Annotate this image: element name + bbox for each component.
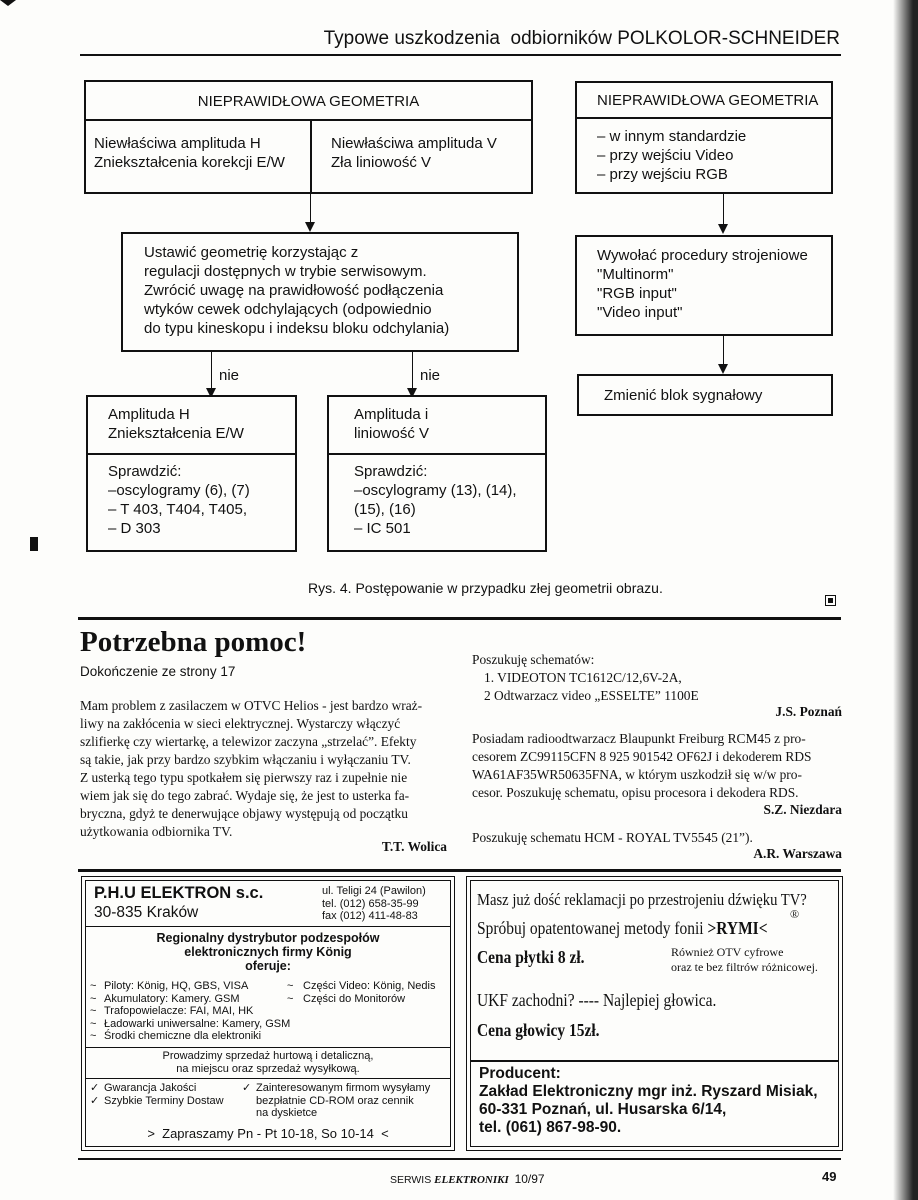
connector-line-left (211, 352, 212, 392)
scan-mark (0, 0, 16, 6)
rymi-note (671, 945, 818, 975)
offer-item: ~ Części Video: König, Nedis (287, 980, 436, 992)
right-column-p2 (472, 730, 842, 802)
check-line: –oscylogramy (6), (7) (108, 482, 250, 499)
ads-rule (78, 869, 841, 872)
arrow-down-icon (718, 224, 728, 234)
sales-line: na miejscu oraz sprzedaż wysyłkową. (176, 1062, 360, 1075)
producer-label: Producent: (479, 1065, 561, 1082)
rymi-line2 (477, 918, 768, 939)
text-line: cesorem ZC99115CFN 8 925 901542 OF62J i dekoderem RDS (472, 749, 812, 764)
standard-divider (577, 117, 831, 119)
right-column-p1 (472, 651, 842, 705)
standard-title: NIEPRAWIDŁOWA GEOMETRIA (597, 92, 819, 109)
interested-item: ✓ Zainteresowanym firmom wysyłamy (242, 1082, 431, 1094)
header-title: Typowe uszkodzenia odbiorników POLKOLOR-SCHNEIDER (323, 28, 840, 49)
nie-label-left: nie (219, 367, 240, 384)
signature: A.R. Warszawa (753, 846, 842, 861)
ad-sales (82, 1050, 454, 1075)
nie-label-right: nie (420, 367, 441, 384)
headline-line: oferuje: (245, 959, 291, 973)
offers-left (90, 980, 290, 1043)
address-line: ul. Teligi 24 (Pawilon) (322, 885, 426, 897)
cell-h (94, 134, 285, 172)
producer-line: tel. (061) 867-98-90. (479, 1119, 622, 1136)
standard-item: – przy wejściu RGB (597, 166, 728, 183)
text-line: liwy na zakłócenia w sieci elektrycznej. Wystarczy włączyć (80, 716, 401, 731)
text-line: są takie, jak przy bardzo szybkim włączaniu i wyłączaniu TV. (80, 752, 411, 767)
adjust-line: wtyków cewek odchylających (odpowiednio (144, 301, 432, 318)
article-subtitle: Dokończenie ze strony 17 (80, 664, 236, 679)
interested-item: bezpłatnie CD-ROM oraz cennik (256, 1094, 414, 1107)
amplitude-h-box (86, 395, 297, 552)
offer-item: ~ Akumulatory: Kamery. GSM (90, 992, 240, 1005)
check-line: (15), (16) (354, 501, 416, 518)
guarantee-item: ✓ Gwarancja Jakości (90, 1082, 197, 1094)
article-title: Potrzebna pomoc! (80, 626, 307, 658)
rymi-line1: Masz już dość reklamacji po przestrojeniu dźwięku TV? (477, 890, 807, 909)
interested-item: na dyskietce (256, 1107, 318, 1119)
offer-item: ~ Trafopowielacze: FAI, MAI, HK (90, 1005, 254, 1017)
magazine-brand: ELEKTRONIKI (434, 1174, 509, 1186)
elektron-ad (81, 876, 455, 1151)
check-line: – T 403, T404, T405, (108, 501, 247, 518)
geometry-box (84, 80, 533, 194)
procedures-box (575, 235, 833, 336)
procedure-line: "Video input" (597, 304, 683, 321)
text-line: Posiadam radioodtwarzacz Blaupunkt Freiburg RCM45 z pro- (472, 731, 806, 746)
amplitude-v-box (327, 395, 547, 552)
adjust-line: Zwrócić uwagę na prawidłowość podłączenia (144, 282, 444, 299)
text-line: bryczna, gdyż te denerwujące objawy występują od początku (80, 806, 408, 821)
offer-item: ~ Piloty: König, HQ, GBS, VISA (90, 980, 249, 992)
offer-item: ~ Ładowarki uniwersalne: Kamery, GSM (90, 1017, 291, 1030)
ad-headline (82, 931, 454, 973)
amplitude-v-top (354, 405, 429, 443)
standard-box (575, 81, 833, 194)
running-header (0, 0, 918, 70)
ad-city: 30-835 Kraków (94, 904, 199, 921)
sales-line: Prowadzimy sprzedaż hurtową i detaliczną, (162, 1050, 374, 1062)
procedure-line: "RGB input" (597, 285, 677, 302)
tilde-icon: ~ (287, 980, 294, 992)
text-line: WA61AF35WR50635FNA, w którym uszkodził się w/w pro- (472, 767, 802, 782)
signature: T.T. Wolica (381, 839, 447, 854)
amplitude-v-divider (329, 453, 545, 455)
text-line: Z usterką tego typu spotkałem się pierwszy raz i zupełnie nie (80, 770, 408, 785)
chevron-left-icon: < (381, 1126, 389, 1141)
address-line: fax (012) 411-48-83 (322, 910, 418, 922)
adjust-line: do typu kineskopu i indeksu bloku odchylania) (144, 320, 450, 337)
geometry-title: NIEPRAWIDŁOWA GEOMETRIA (197, 93, 420, 110)
article (0, 620, 918, 870)
standard-list (597, 127, 746, 184)
rymi-ukf: UKF zachodni? ---- Najlepiej głowica. (477, 990, 717, 1010)
tilde-icon: ~ (287, 992, 294, 1005)
figure-caption: Rys. 4. Postępowanie w przypadku złej geometrii obrazu. (308, 580, 663, 596)
headline-line: Regionalny dystrybutor podzespołów (156, 931, 380, 945)
text-line: użytkowania odbiornika TV. (80, 824, 233, 839)
check-icon: ✓ (90, 1082, 100, 1094)
amplitude-v-check (354, 462, 517, 538)
right-column-p3: Poszukuję schematu HCM - ROYAL TV5545 (21”). (472, 830, 753, 845)
connector-line-right (412, 352, 413, 392)
text-line: 1. VIDEOTON TC1612C/12,6V-2A, (484, 670, 682, 685)
end-mark-icon (825, 595, 836, 606)
cell-v-line: Niewłaściwa amplituda V (331, 135, 497, 152)
left-column-text (80, 697, 447, 841)
ad-address (322, 885, 426, 923)
tilde-icon: ~ (90, 1017, 97, 1030)
geometry-divider (86, 119, 531, 121)
tilde-icon: ~ (90, 992, 97, 1005)
signature: S.Z. Niezdara (763, 802, 842, 817)
ad-hours (82, 1126, 454, 1141)
text-line: Mam problem z zasilaczem w OTVC Helios - jest bardzo wraż- (80, 698, 423, 713)
rymi-price-board: Cena płytki 8 zł. (477, 947, 585, 967)
rymi-price-head: Cena głowicy 15zł. (477, 1020, 600, 1040)
geometry-mid-divider (310, 119, 312, 192)
footer-rule (78, 1158, 841, 1160)
check-line: – IC 501 (354, 520, 411, 537)
connector-line (310, 184, 311, 224)
adjust-line: Ustawić geometrię korzystając z (144, 244, 359, 261)
offers-right (287, 980, 435, 1005)
adjust-line: regulacji dostępnych w trybie serwisowym. (144, 263, 427, 280)
amplitude-v-line: liniowość V (354, 425, 430, 442)
amplitude-v-line: Amplituda i (354, 406, 429, 423)
amplitude-h-line: Zniekształcenia E/W (108, 425, 244, 442)
arrow-down-icon (718, 364, 728, 374)
check-line: Sprawdzić: (108, 463, 182, 480)
issue-number: 10/97 (514, 1172, 545, 1186)
text-line: 2 Odtwarzacz video „ESSELTE” 1100E (484, 688, 699, 703)
tilde-icon: ~ (90, 1030, 97, 1042)
header-rule (80, 54, 841, 56)
amplitude-h-divider (88, 453, 295, 455)
standard-item: – przy wejściu Video (597, 147, 734, 164)
producer-line: 60-331 Poznań, ul. Husarska 6/14, (479, 1101, 727, 1118)
tilde-icon: ~ (90, 980, 97, 992)
chevron-right-icon: > (147, 1126, 155, 1141)
rymi-brand: >RYMI< (707, 918, 768, 938)
check-icon: ✓ (242, 1082, 252, 1094)
connector-line-std (723, 194, 724, 226)
text-line: szlifierkę czy wiertarkę, a telewizor zaczyna „strzelać”. Efekty (80, 734, 417, 749)
guarantee-item: ✓ Szybkie Terminy Dostaw (90, 1094, 224, 1107)
standard-item: – w innym standardzie (597, 128, 747, 145)
producer-line: Zakład Elektroniczny mgr inż. Ryszard Misiak, (479, 1083, 818, 1100)
connector-line-proc (723, 336, 724, 366)
note-line: Również OTV cyfrowe (671, 945, 784, 959)
check-line: – D 303 (108, 520, 161, 537)
note-line: oraz te bez filtrów różnicowej. (671, 960, 818, 974)
adjust-box (121, 232, 519, 352)
change-block-text: Zmienić blok sygnałowy (604, 387, 763, 404)
offer-item: ~ Środki chemiczne dla elektroniki (90, 1030, 262, 1042)
offer-item: ~ Części do Monitorów (287, 992, 406, 1005)
ad-divider (86, 1078, 450, 1079)
check-line: –oscylogramy (13), (14), (354, 482, 517, 499)
text-line: cesor. Poszukuję schematu, opisu procesora i dekodera RDS. (472, 785, 799, 800)
procedure-line: Wywołać procedury strojeniowe (597, 247, 808, 264)
cell-v-line: Zła liniowość V (331, 154, 432, 171)
check-icon: ✓ (90, 1094, 100, 1107)
ad-company: P.H.U ELEKTRON s.c. (94, 884, 264, 902)
flowchart (0, 70, 918, 610)
rymi-ad (466, 876, 843, 1151)
amplitude-h-line: Amplituda H (108, 406, 190, 423)
page-number: 49 (822, 1169, 837, 1184)
cell-h-line: Zniekształcenia korekcji E/W (94, 154, 285, 171)
adjust-text (144, 243, 449, 338)
check-line: Sprawdzić: (354, 463, 428, 480)
tilde-icon: ~ (90, 1005, 97, 1017)
procedure-line: "Multinorm" (597, 266, 674, 283)
text-line: wiem jak się do tego zabrać. Wydaje się, że jest to usterka fa- (80, 788, 410, 803)
ad-interested (242, 1082, 430, 1120)
ad-divider (86, 1047, 450, 1048)
headline-line: elektronicznych firmy König (184, 945, 352, 959)
rymi-reg-mark: ® (790, 907, 800, 921)
change-block-box (577, 374, 833, 416)
hours-text: Zapraszamy Pn - Pt 10-18, So 10-14 (162, 1126, 374, 1141)
footer (0, 1155, 918, 1200)
rymi-line2-text: Spróbuj opatentowanej metody fonii (477, 918, 708, 938)
cell-v (331, 134, 497, 172)
address-line: tel. (012) 658-35-99 (322, 897, 419, 910)
ad-guarantee (90, 1082, 224, 1107)
amplitude-h-top (108, 405, 244, 443)
text-line: Poszukuję schematów: (472, 652, 595, 667)
margin-mark (30, 537, 38, 551)
ad-divider (86, 926, 450, 927)
signature: J.S. Poznań (775, 704, 842, 719)
cell-h-line: Niewłaściwa amplituda H (94, 135, 261, 152)
producer-block (479, 1065, 818, 1137)
footer-magazine (390, 1172, 545, 1186)
amplitude-h-check (108, 462, 250, 538)
arrow-down-icon (305, 222, 315, 232)
ad-divider (471, 1060, 838, 1062)
procedures-text (597, 246, 808, 322)
magazine-name: SERWIS (390, 1174, 435, 1186)
